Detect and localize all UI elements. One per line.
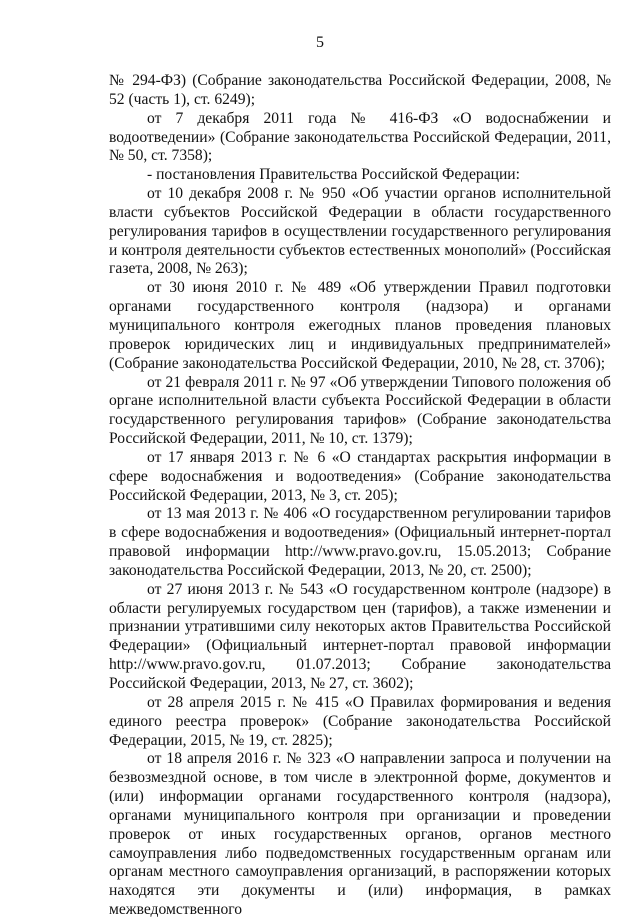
- paragraph-decree-950: от 10 декабря 2008 г. № 950 «Об участии органов исполнительной власти субъектов Российской Федерации в области государственного регулирования тарифов в осуществлении государственного регулирования и контроля деятельности субъектов естественных монополий» (Российская газета, 2008, № 263);: [109, 185, 611, 278]
- paragraph-law-416: от 7 декабря 2011 года № 416-ФЗ «О водоснабжении и водоотведении» (Собрание законодательства Российской Федерации, 2011, № 50, ст. 7358);: [109, 109, 611, 165]
- paragraph-decree-543: от 27 июня 2013 г. № 543 «О государственном контроле (надзоре) в области регулируемых государством цен (тарифов), а также изменении и признании утратившими силу некоторых актов Правительства Российской Федерации» (Официальный интернет-портал правовой информации http://www.pravo.gov.ru, 01.07.2013; Собрание законодательства Российской Федерации, 2013, № 27, ст. 3602);: [109, 580, 611, 692]
- paragraph-government-decrees-heading: - постановления Правительства Российской Федерации:: [147, 166, 520, 184]
- paragraph-decree-415: от 28 апреля 2015 г. № 415 «О Правилах формирования и ведения единого реестра проверок» (Собрание законодательства Российской Федерации, 2015, № 19, ст. 2825);: [109, 693, 611, 749]
- document-body: [109, 72, 611, 920]
- paragraph-law-294-citation: № 294-ФЗ) (Собрание законодательства Российской Федерации, 2008, № 52 (часть 1), ст. 6249);: [109, 72, 611, 108]
- paragraph-decree-323: от 18 апреля 2016 г. № 323 «О направлении запроса и получении на безвозмездной основе, в том числе в электронной форме, документов и (или) информации органами государственного контроля (надзора), органами муниципального контроля при организации и проведении проверок от иных государственных органов, органов местного самоуправления либо подведомственных государственным органам или органам местного самоуправления организаций, в распоряжении которых находятся эти документы и (или) информация, в рамках межведомственного: [109, 750, 611, 919]
- paragraph-decree-489: от 30 июня 2010 г. № 489 «Об утверждении Правил подготовки органами государственного контроля (надзора) и органами муниципального контроля ежегодных планов проведения плановых проверок юридических лиц и индивидуальных предпринимателей» (Собрание законодательства Российской Федерации, 2010, № 28, ст. 3706);: [109, 279, 611, 372]
- page-number: 5: [316, 34, 324, 51]
- paragraph-decree-406: от 13 мая 2013 г. № 406 «О государственном регулировании тарифов в сфере водоснабжения и водоотведения» (Официальный интернет-портал правовой информации http://www.pravo.gov.ru, 15.05.2013; Собрание законодательства Российской Федерации, 2013, № 20, ст. 2500);: [109, 505, 611, 579]
- paragraph-decree-97: от 21 февраля 2011 г. № 97 «Об утверждении Типового положения об органе исполнительной власти субъекта Российской Федерации в области государственного регулирования тарифов» (Собрание законодательства Российской Федерации, 2011, № 10, ст. 1379);: [109, 373, 611, 448]
- paragraph-decree-6: от 17 января 2013 г. № 6 «О стандартах раскрытия информации в сфере водоснабжения и водоотведения» (Собрание законодательства Российской Федерации, 2013, № 3, ст. 205);: [109, 448, 611, 504]
